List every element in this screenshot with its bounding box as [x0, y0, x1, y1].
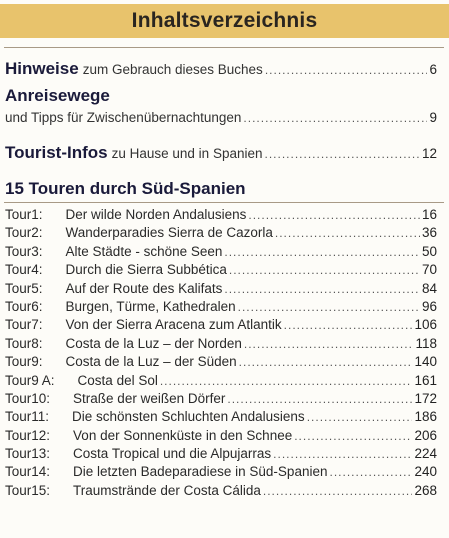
title-banner [0, 4, 449, 38]
tour-row[interactable] [5, 299, 437, 317]
dot-leader [294, 429, 412, 443]
dot-leader [244, 337, 414, 351]
tour-page: 106 [414, 317, 437, 333]
tour-number: 9 A: [31, 372, 55, 388]
tour-number: 6: [31, 298, 43, 314]
tour-label: Tour [5, 243, 32, 259]
tour-number: 5: [31, 280, 43, 296]
tour-number: 1: [31, 207, 43, 222]
dot-leader [307, 410, 413, 424]
tour-label: Tour [5, 317, 32, 333]
tour-label: Tour [5, 262, 32, 278]
tour-label: Tour [5, 335, 32, 351]
dot-leader [238, 300, 420, 314]
tour-row[interactable] [5, 317, 437, 335]
section-heading: 15 Touren durch Süd-Spanien [5, 179, 246, 198]
tour-row[interactable] [5, 225, 437, 243]
tour-number: 10: [31, 390, 51, 406]
toc-entry-hinweise[interactable] [5, 59, 437, 79]
page-title: Inhaltsverzeichnis [131, 9, 318, 32]
tour-label: Tour [5, 427, 32, 443]
tour-title: Die schönsten Schluchten Andalusiens [72, 409, 305, 425]
dot-leader [265, 63, 428, 77]
dot-leader [273, 447, 412, 461]
tour-page: 186 [414, 409, 437, 425]
tour-title: Traumstrände der Costa Cálida [73, 482, 261, 498]
tour-list [5, 207, 437, 501]
toc-entry-anreisewege[interactable]: Anreisewege [5, 86, 110, 105]
tour-number: 2: [31, 225, 43, 241]
tour-title: Costa del Sol [77, 372, 158, 388]
tour-number: 8: [31, 335, 43, 351]
toc-entry-anreisewege-sub[interactable] [5, 110, 437, 125]
tour-page: 224 [414, 446, 437, 462]
tour-row[interactable] [5, 428, 437, 446]
entry-page: 6 [429, 62, 437, 77]
tour-label: Tour [5, 298, 32, 314]
dot-leader [224, 245, 420, 259]
tour-title: Durch die Sierra Subbética [65, 262, 227, 278]
tour-number: 13: [31, 446, 51, 462]
tour-title: Burgen, Türme, Kathedralen [65, 298, 236, 314]
entry-subtitle: und Tipps für Zwischenübernachtungen [5, 110, 242, 125]
tour-page: 140 [414, 354, 437, 370]
tour-row[interactable] [5, 373, 437, 391]
tour-row[interactable] [5, 336, 437, 354]
tour-label: Tour [5, 482, 32, 498]
tour-page: 70 [421, 262, 437, 278]
dot-leader [160, 374, 413, 388]
divider [4, 202, 444, 203]
dot-leader [224, 282, 420, 296]
tour-page: 206 [414, 427, 437, 443]
entry-title: Tourist-Infos [5, 143, 108, 162]
tour-label: Tour [5, 446, 32, 462]
tour-page: 172 [414, 390, 437, 406]
entry-title: Hinweise [5, 59, 79, 78]
tour-title: Straße der weißen Dörfer [73, 390, 226, 406]
tour-row[interactable] [5, 464, 437, 482]
tour-title: Costa Tropical und die Alpujarras [73, 446, 272, 462]
tour-label: Tour [5, 280, 32, 296]
tour-number: 14: [31, 464, 51, 480]
tour-page: 36 [421, 225, 437, 241]
tour-row[interactable] [5, 262, 437, 280]
tour-title: Die letzten Badeparadiese in Süd-Spanien [73, 464, 328, 480]
toc-entry-tourist-infos[interactable] [5, 143, 437, 163]
tour-page: 240 [414, 464, 437, 480]
divider [4, 47, 444, 48]
tour-number: 7: [31, 317, 43, 333]
tour-row[interactable] [5, 244, 437, 262]
dot-leader [243, 111, 427, 125]
tour-page: 118 [415, 335, 437, 351]
tour-row[interactable] [5, 446, 437, 464]
tour-number: 11: [31, 409, 50, 425]
tour-page: 161 [414, 372, 437, 388]
tour-row[interactable] [5, 409, 437, 427]
tour-title: Der wilde Norden Andalusiens [65, 207, 247, 222]
tour-number: 12: [31, 427, 51, 443]
dot-leader [239, 355, 413, 369]
tour-title: Von der Sonnenküste in den Schnee [73, 427, 293, 443]
dot-leader [275, 226, 420, 240]
tour-title: Alte Städte - schöne Seen [65, 243, 223, 259]
tour-page: 50 [421, 243, 437, 259]
tour-label: Tour [5, 225, 32, 241]
entry-subtitle: zum Gebrauch dieses Buches [82, 62, 263, 77]
dot-leader [265, 147, 420, 161]
tour-page: 96 [421, 298, 437, 314]
tour-label: Tour [5, 354, 32, 370]
tour-page: 268 [414, 482, 437, 498]
tour-row[interactable] [5, 483, 437, 501]
tour-row[interactable] [5, 354, 437, 372]
tour-number: 9: [31, 354, 43, 370]
entry-page: 12 [421, 146, 437, 161]
tour-label: Tour [5, 390, 32, 406]
dot-leader [263, 484, 413, 498]
tour-number: 4: [31, 262, 43, 278]
entry-subtitle: zu Hause und in Spanien [111, 146, 263, 161]
tour-title: Costa de la Luz – der Süden [65, 354, 237, 370]
tour-title: Von der Sierra Aracena zum Atlantik [65, 317, 282, 333]
tour-number: 3: [31, 243, 43, 259]
tour-page: 84 [421, 280, 437, 296]
tour-label: Tour [5, 207, 32, 222]
tour-label: Tour [5, 372, 32, 388]
tour-title: Auf der Route des Kalifats [65, 280, 223, 296]
dot-leader [284, 318, 413, 332]
tour-title: Wanderparadies Sierra de Cazorla [65, 225, 273, 241]
tour-number: 15: [31, 482, 51, 498]
tour-row[interactable] [5, 391, 437, 409]
dot-leader [229, 263, 420, 277]
tour-row[interactable] [5, 207, 437, 225]
dot-leader [227, 392, 412, 406]
tour-page: 16 [421, 207, 437, 222]
entry-page: 9 [429, 110, 437, 125]
tour-label: Tour [5, 464, 32, 480]
dot-leader [329, 465, 412, 479]
dot-leader [248, 208, 420, 222]
tour-label: Tour [5, 409, 32, 425]
tour-title: Costa de la Luz – der Norden [65, 335, 242, 351]
tour-row[interactable] [5, 281, 437, 299]
